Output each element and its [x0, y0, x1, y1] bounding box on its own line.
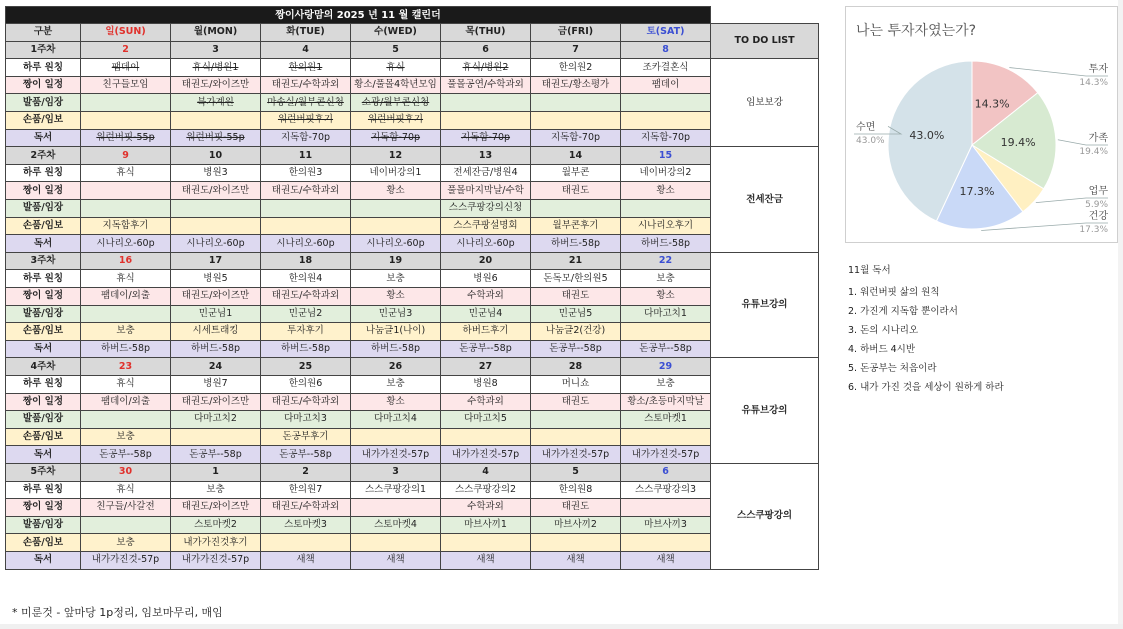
date-cell[interactable]: 25	[261, 358, 351, 376]
schedule-cell[interactable]	[531, 411, 621, 429]
schedule-cell[interactable]: 스토마켓3	[261, 516, 351, 534]
date-cell[interactable]: 16	[81, 252, 171, 270]
schedule-cell[interactable]	[441, 534, 531, 552]
date-cell[interactable]: 17	[171, 252, 261, 270]
schedule-cell[interactable]: 스스쿠팡강의신청	[441, 200, 531, 218]
date-cell[interactable]: 4	[261, 41, 351, 59]
schedule-cell[interactable]: 월부콘후기	[531, 217, 621, 235]
row-label: 발품/임장	[6, 305, 81, 323]
row-label: 독서	[6, 340, 81, 358]
schedule-cell[interactable]: 황소	[351, 393, 441, 411]
pie-legend-name: 수면	[856, 122, 876, 133]
schedule-cell[interactable]: 휴식	[351, 59, 441, 77]
schedule-cell[interactable]: 태권도/와이즈만	[171, 499, 261, 517]
schedule-cell[interactable]: 내가가진것-57p	[531, 446, 621, 464]
pie-legend-value: 14.3%	[1079, 78, 1108, 88]
schedule-cell[interactable]: 민군님3	[351, 305, 441, 323]
schedule-cell[interactable]: 돈공부--58p	[531, 340, 621, 358]
todo-cell[interactable]: 임보보강	[711, 59, 819, 147]
row-label: 독서	[6, 551, 81, 569]
schedule-cell[interactable]	[621, 323, 711, 341]
schedule-cell[interactable]	[261, 200, 351, 218]
pie-legend-name: 건강	[1088, 211, 1108, 222]
date-cell[interactable]: 13	[441, 147, 531, 165]
date-cell[interactable]: 23	[81, 358, 171, 376]
schedule-cell[interactable]: 태권도/와이즈만	[171, 393, 261, 411]
schedule-cell[interactable]	[261, 217, 351, 235]
date-cell[interactable]: 18	[261, 252, 351, 270]
schedule-cell[interactable]	[621, 534, 711, 552]
schedule-cell[interactable]	[621, 112, 711, 130]
schedule-cell[interactable]: 시나리오-60p	[81, 235, 171, 253]
day-header: 토(SAT)	[621, 24, 711, 42]
schedule-cell[interactable]	[81, 112, 171, 130]
date-cell[interactable]: 26	[351, 358, 441, 376]
schedule-cell[interactable]: 보충	[81, 534, 171, 552]
date-cell[interactable]: 28	[531, 358, 621, 376]
schedule-cell[interactable]: 한의원7	[261, 481, 351, 499]
schedule-cell[interactable]: 한의원8	[531, 481, 621, 499]
week-label: 1주차	[6, 41, 81, 59]
date-cell[interactable]: 27	[441, 358, 531, 376]
schedule-cell[interactable]	[261, 534, 351, 552]
date-cell[interactable]: 11	[261, 147, 351, 165]
schedule-cell[interactable]: 투자후기	[261, 323, 351, 341]
schedule-cell[interactable]: 병원6	[441, 270, 531, 288]
schedule-cell[interactable]: 다마고치1	[621, 305, 711, 323]
schedule-cell[interactable]: 소광/월부콘신청	[351, 94, 441, 112]
schedule-cell[interactable]: 돈공부--58p	[621, 340, 711, 358]
date-cell[interactable]: 14	[531, 147, 621, 165]
schedule-cell[interactable]: 새책	[531, 551, 621, 569]
schedule-cell[interactable]: 태권도/수학과외	[261, 182, 351, 200]
schedule-cell[interactable]: 나눔글2(건강)	[531, 323, 621, 341]
schedule-cell[interactable]: 민군님2	[261, 305, 351, 323]
schedule-cell[interactable]: 다마고치4	[351, 411, 441, 429]
schedule-cell[interactable]: 휴식/병원1	[171, 59, 261, 77]
schedule-cell[interactable]: 친구들/사갈전	[81, 499, 171, 517]
row-label: 하루 원칭	[6, 375, 81, 393]
reading-list-item: 5. 돈공부는 처음이라	[848, 363, 937, 374]
schedule-cell[interactable]: 머니쇼	[531, 375, 621, 393]
day-header: 금(FRI)	[531, 24, 621, 42]
calendar-table	[5, 6, 819, 570]
schedule-cell[interactable]: 보충	[621, 375, 711, 393]
schedule-cell[interactable]: 수학과외	[441, 499, 531, 517]
reading-list-title: 11월 독서	[848, 265, 891, 276]
schedule-cell[interactable]	[531, 112, 621, 130]
schedule-cell[interactable]: 한의원6	[261, 375, 351, 393]
schedule-cell[interactable]: 황소/풀몰4학년모임	[351, 76, 441, 94]
schedule-cell[interactable]: 병원3	[171, 164, 261, 182]
schedule-cell[interactable]: 황소/초등마지막날	[621, 393, 711, 411]
schedule-cell[interactable]: 시나리오-60p	[441, 235, 531, 253]
schedule-cell[interactable]: 스스쿠팡강의3	[621, 481, 711, 499]
schedule-cell[interactable]: 보충	[171, 481, 261, 499]
date-cell[interactable]: 10	[171, 147, 261, 165]
schedule-cell[interactable]: 황소	[351, 288, 441, 306]
schedule-cell[interactable]: 팸데이/외출	[81, 393, 171, 411]
schedule-cell[interactable]: 스토마켓1	[621, 411, 711, 429]
day-header: 일(SUN)	[81, 24, 171, 42]
pie-legend-name: 가족	[1088, 133, 1108, 144]
schedule-cell[interactable]: 태권도/수학과외	[261, 499, 351, 517]
todo-cell[interactable]: 전세잔금	[711, 147, 819, 253]
schedule-cell[interactable]	[351, 200, 441, 218]
pie-chart-card	[845, 6, 1118, 243]
date-cell[interactable]: 22	[621, 252, 711, 270]
footnote: * 미룬것 - 앞마당 1p정리, 임보마무리, 매임	[12, 606, 223, 619]
schedule-cell[interactable]: 보충	[621, 270, 711, 288]
schedule-cell[interactable]	[531, 428, 621, 446]
schedule-cell[interactable]: 태권도	[531, 182, 621, 200]
schedule-cell[interactable]	[351, 217, 441, 235]
pie-percent-label: 43.0%	[909, 128, 945, 142]
week-label: 5주차	[6, 463, 81, 481]
schedule-cell[interactable]: 태권도	[531, 499, 621, 517]
schedule-cell[interactable]	[621, 200, 711, 218]
date-cell[interactable]: 29	[621, 358, 711, 376]
week-label: 4주차	[6, 358, 81, 376]
day-header: 목(THU)	[441, 24, 531, 42]
schedule-cell[interactable]: 지독함후기	[81, 217, 171, 235]
schedule-cell[interactable]: 마브사끼1	[441, 516, 531, 534]
schedule-cell[interactable]: 마브사끼3	[621, 516, 711, 534]
schedule-cell[interactable]: 나눔글1(나이)	[351, 323, 441, 341]
pie-legend-value: 17.3%	[1079, 225, 1108, 235]
schedule-cell[interactable]: 돈독모/한의원5	[531, 270, 621, 288]
date-cell[interactable]: 9	[81, 147, 171, 165]
row-label: 손품/임보	[6, 428, 81, 446]
schedule-cell[interactable]: 지독함-70p	[261, 129, 351, 147]
schedule-cell[interactable]: 하버드후기	[441, 323, 531, 341]
pie-chart	[846, 7, 1117, 242]
schedule-cell[interactable]: 지독함-70p	[441, 129, 531, 147]
schedule-cell[interactable]: 스토마켓2	[171, 516, 261, 534]
row-label: 하루 원칭	[6, 481, 81, 499]
date-cell[interactable]: 12	[351, 147, 441, 165]
schedule-cell[interactable]	[171, 428, 261, 446]
schedule-cell[interactable]: 워런버핏후기	[351, 112, 441, 130]
date-cell[interactable]: 3	[171, 41, 261, 59]
schedule-cell[interactable]: 스스쿠팡강의1	[351, 481, 441, 499]
schedule-cell[interactable]: 태권도/와이즈만	[171, 288, 261, 306]
todo-cell[interactable]: 스스쿠팡강의	[711, 463, 819, 569]
schedule-cell[interactable]	[531, 94, 621, 112]
schedule-cell[interactable]: 휴식/병원2	[441, 59, 531, 77]
schedule-cell[interactable]: 내가가진것-57p	[81, 551, 171, 569]
schedule-cell[interactable]	[81, 94, 171, 112]
schedule-cell[interactable]	[441, 428, 531, 446]
schedule-cell[interactable]: 태권도/수학과외	[261, 76, 351, 94]
reading-list	[848, 262, 1004, 398]
schedule-cell[interactable]: 풀몰공연/수학과외	[441, 76, 531, 94]
row-label: 발품/임장	[6, 516, 81, 534]
schedule-cell[interactable]: 풀몰마지막날/수학	[441, 182, 531, 200]
schedule-cell[interactable]: 다마고치3	[261, 411, 351, 429]
schedule-cell[interactable]	[171, 217, 261, 235]
schedule-cell[interactable]: 하버드-58p	[531, 235, 621, 253]
schedule-cell[interactable]: 시나리오후기	[621, 217, 711, 235]
schedule-cell[interactable]: 북가계원	[171, 94, 261, 112]
schedule-cell[interactable]: 지독함-70p	[531, 129, 621, 147]
schedule-cell[interactable]: 민군님1	[171, 305, 261, 323]
date-cell[interactable]: 2	[81, 41, 171, 59]
day-header: 구분	[6, 24, 81, 42]
pie-legend-name: 업무	[1088, 186, 1108, 197]
schedule-cell[interactable]: 스스쿠팡설명회	[441, 217, 531, 235]
schedule-cell[interactable]: 휴식	[81, 164, 171, 182]
schedule-cell[interactable]: 팸데이/외출	[81, 288, 171, 306]
row-label: 발품/임장	[6, 411, 81, 429]
schedule-cell[interactable]: 돈공부후기	[261, 428, 351, 446]
schedule-cell[interactable]: 태권도/수학과외	[261, 288, 351, 306]
reading-list-item: 1. 워런버핏 삶의 원칙	[848, 287, 940, 298]
schedule-cell[interactable]: 하버드-58p	[351, 340, 441, 358]
row-label: 짱이 일정	[6, 499, 81, 517]
row-label: 손품/임보	[6, 217, 81, 235]
bottom-bar	[0, 624, 1123, 629]
schedule-cell[interactable]: 황소	[621, 288, 711, 306]
schedule-cell[interactable]: 새책	[441, 551, 531, 569]
row-label: 하루 원칭	[6, 270, 81, 288]
date-cell[interactable]: 24	[171, 358, 261, 376]
schedule-cell[interactable]: 병원8	[441, 375, 531, 393]
schedule-cell[interactable]: 보충	[351, 375, 441, 393]
schedule-cell[interactable]	[81, 516, 171, 534]
schedule-cell[interactable]: 다마고치2	[171, 411, 261, 429]
date-cell[interactable]: 5	[531, 463, 621, 481]
schedule-cell[interactable]: 팸데이	[81, 59, 171, 77]
schedule-cell[interactable]: 다마고치5	[441, 411, 531, 429]
schedule-cell[interactable]: 하버드-58p	[81, 340, 171, 358]
calendar-title: 짱이사랑맘의 2025 년 11 월 캘린더	[6, 7, 711, 24]
row-label: 손품/임보	[6, 534, 81, 552]
schedule-cell[interactable]	[531, 534, 621, 552]
pie-legend-value: 19.4%	[1079, 147, 1108, 157]
schedule-cell[interactable]: 내가가진것-57p	[171, 551, 261, 569]
week-label: 3주차	[6, 252, 81, 270]
schedule-cell[interactable]: 돈공부--58p	[171, 446, 261, 464]
date-cell[interactable]: 8	[621, 41, 711, 59]
schedule-cell[interactable]: 내가가진것-57p	[351, 446, 441, 464]
schedule-cell[interactable]: 친구들모임	[81, 76, 171, 94]
schedule-cell[interactable]: 팸데이	[621, 76, 711, 94]
date-cell[interactable]: 5	[351, 41, 441, 59]
date-cell[interactable]: 6	[621, 463, 711, 481]
row-label: 독서	[6, 235, 81, 253]
schedule-cell[interactable]	[81, 182, 171, 200]
vertical-scrollbar[interactable]	[1118, 0, 1123, 624]
title-spacer	[711, 7, 819, 24]
schedule-cell[interactable]: 시나리오-60p	[171, 235, 261, 253]
date-cell[interactable]: 15	[621, 147, 711, 165]
schedule-cell[interactable]: 한의원1	[261, 59, 351, 77]
schedule-cell[interactable]: 보충	[351, 270, 441, 288]
date-cell[interactable]: 19	[351, 252, 441, 270]
schedule-cell[interactable]: 황소	[351, 182, 441, 200]
schedule-cell[interactable]	[531, 200, 621, 218]
todo-cell[interactable]: 유튜브강의	[711, 358, 819, 464]
schedule-cell[interactable]: 한의원3	[261, 164, 351, 182]
schedule-cell[interactable]: 새책	[261, 551, 351, 569]
reading-list-item: 6. 내가 가진 것을 세상이 원하게 하라	[848, 382, 1004, 393]
row-label: 하루 원칭	[6, 164, 81, 182]
schedule-cell[interactable]: 병원7	[171, 375, 261, 393]
date-cell[interactable]: 7	[531, 41, 621, 59]
row-label: 짱이 일정	[6, 288, 81, 306]
schedule-cell[interactable]: 태권도	[531, 393, 621, 411]
schedule-cell[interactable]: 네이버강의2	[621, 164, 711, 182]
schedule-cell[interactable]	[621, 428, 711, 446]
date-cell[interactable]: 30	[81, 463, 171, 481]
row-label: 짱이 일정	[6, 76, 81, 94]
date-cell[interactable]: 6	[441, 41, 531, 59]
schedule-cell[interactable]: 병원5	[171, 270, 261, 288]
date-cell[interactable]: 4	[441, 463, 531, 481]
reading-list-item: 3. 돈의 시나리오	[848, 325, 919, 336]
schedule-cell[interactable]: 시세트래킹	[171, 323, 261, 341]
row-label: 손품/임보	[6, 112, 81, 130]
date-cell[interactable]: 1	[171, 463, 261, 481]
day-header: 수(WED)	[351, 24, 441, 42]
date-cell[interactable]: 21	[531, 252, 621, 270]
schedule-cell[interactable]	[81, 411, 171, 429]
schedule-cell[interactable]: 워런버핏-55p	[171, 129, 261, 147]
pie-percent-label: 17.3%	[959, 184, 995, 198]
schedule-cell[interactable]: 민군님4	[441, 305, 531, 323]
schedule-cell[interactable]: 한의원2	[531, 59, 621, 77]
schedule-cell[interactable]	[351, 428, 441, 446]
date-cell[interactable]: 20	[441, 252, 531, 270]
schedule-cell[interactable]: 돈공부--58p	[441, 340, 531, 358]
pie-percent-label: 14.3%	[974, 97, 1010, 111]
schedule-cell[interactable]: 워런버핏-55p	[81, 129, 171, 147]
schedule-cell[interactable]: 마브사끼2	[531, 516, 621, 534]
pie-legend-value: 5.9%	[1085, 200, 1108, 210]
schedule-cell[interactable]: 하버드-58p	[261, 340, 351, 358]
schedule-cell[interactable]: 내가가진것후기	[171, 534, 261, 552]
schedule-cell[interactable]: 휴식	[81, 375, 171, 393]
row-label: 하루 원칭	[6, 59, 81, 77]
row-label: 손품/임보	[6, 323, 81, 341]
schedule-cell[interactable]	[81, 200, 171, 218]
schedule-cell[interactable]: 태권도/와이즈만	[171, 76, 261, 94]
reading-list-item: 4. 하버드 4시반	[848, 344, 916, 355]
todo-list-header: TO DO LIST	[711, 24, 819, 59]
date-cell[interactable]: 3	[351, 463, 441, 481]
schedule-cell[interactable]: 돈공부--58p	[81, 446, 171, 464]
schedule-cell[interactable]: 조카결혼식	[621, 59, 711, 77]
schedule-cell[interactable]: 월부콘	[531, 164, 621, 182]
schedule-cell[interactable]: 내가가진것-57p	[621, 446, 711, 464]
schedule-cell[interactable]	[351, 499, 441, 517]
todo-cell[interactable]: 유튜브강의	[711, 252, 819, 358]
schedule-cell[interactable]: 수학과외	[441, 393, 531, 411]
schedule-cell[interactable]: 새책	[351, 551, 441, 569]
schedule-cell[interactable]: 돈공부--58p	[261, 446, 351, 464]
row-label: 독서	[6, 446, 81, 464]
schedule-cell[interactable]: 휴식	[81, 270, 171, 288]
day-header: 월(MON)	[171, 24, 261, 42]
week-label: 2주차	[6, 147, 81, 165]
schedule-cell[interactable]	[171, 200, 261, 218]
schedule-cell[interactable]: 한의원4	[261, 270, 351, 288]
schedule-cell[interactable]: 네이버강의1	[351, 164, 441, 182]
schedule-cell[interactable]: 마송실/월부콘신청	[261, 94, 351, 112]
day-header: 화(TUE)	[261, 24, 351, 42]
row-label: 발품/임장	[6, 200, 81, 218]
pie-legend-value: 43.0%	[856, 136, 885, 146]
row-label: 독서	[6, 129, 81, 147]
schedule-cell[interactable]: 민군님5	[531, 305, 621, 323]
schedule-cell[interactable]: 태권도/황소평가	[531, 76, 621, 94]
schedule-cell[interactable]: 스스쿠팡강의2	[441, 481, 531, 499]
schedule-cell[interactable]: 전세잔금/병원4	[441, 164, 531, 182]
reading-list-item: 2. 가진게 지독함 뿐이라서	[848, 306, 958, 317]
schedule-cell[interactable]: 시나리오-60p	[351, 235, 441, 253]
date-cell[interactable]: 2	[261, 463, 351, 481]
schedule-cell[interactable]	[441, 94, 531, 112]
schedule-cell[interactable]: 태권도/와이즈만	[171, 182, 261, 200]
schedule-cell[interactable]: 지독함-70p	[621, 129, 711, 147]
schedule-cell[interactable]: 시나리오-60p	[261, 235, 351, 253]
schedule-cell[interactable]: 지독함-70p	[351, 129, 441, 147]
row-label: 발품/임장	[6, 94, 81, 112]
pie-chart-title: 나는 투자자였는가?	[856, 23, 977, 39]
schedule-cell[interactable]: 보충	[81, 428, 171, 446]
schedule-cell[interactable]	[351, 534, 441, 552]
schedule-cell[interactable]: 태권도/수학과외	[261, 393, 351, 411]
schedule-cell[interactable]: 하버드-58p	[621, 235, 711, 253]
schedule-cell[interactable]: 휴식	[81, 481, 171, 499]
pie-percent-label: 19.4%	[1000, 136, 1036, 150]
schedule-cell[interactable]	[621, 499, 711, 517]
schedule-cell[interactable]: 태권도	[531, 288, 621, 306]
schedule-cell[interactable]: 황소	[621, 182, 711, 200]
schedule-cell[interactable]	[171, 112, 261, 130]
schedule-cell[interactable]	[441, 112, 531, 130]
schedule-cell[interactable]: 스토마켓4	[351, 516, 441, 534]
schedule-cell[interactable]: 보충	[81, 323, 171, 341]
row-label: 짱이 일정	[6, 393, 81, 411]
schedule-cell[interactable]	[621, 94, 711, 112]
schedule-cell[interactable]: 하버드-58p	[171, 340, 261, 358]
schedule-cell[interactable]	[81, 305, 171, 323]
schedule-cell[interactable]: 내가가진것-57p	[441, 446, 531, 464]
schedule-cell[interactable]: 워런버핏후기	[261, 112, 351, 130]
row-label: 짱이 일정	[6, 182, 81, 200]
pie-legend-name: 투자	[1088, 64, 1108, 75]
schedule-cell[interactable]: 수학과외	[441, 288, 531, 306]
schedule-cell[interactable]: 새책	[621, 551, 711, 569]
